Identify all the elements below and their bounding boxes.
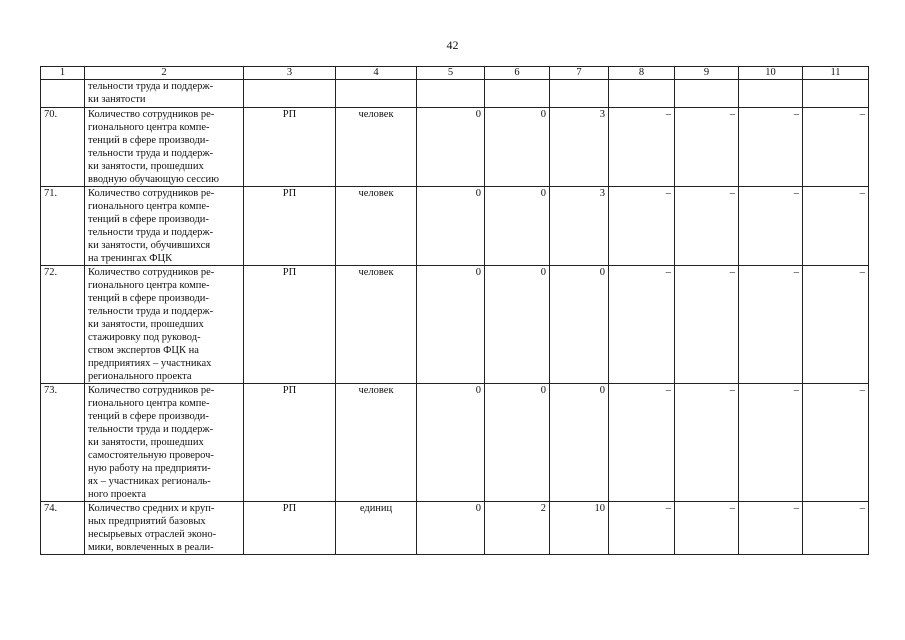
cell-value: – [675,187,739,266]
cell-value: 0 [485,108,550,187]
cell-num [41,80,85,108]
cell [609,80,675,108]
cell-value: – [609,187,675,266]
cell-value: – [803,266,869,384]
name-line: ки занятости, обучившихся [88,240,211,251]
column-header-2: 2 [85,67,244,80]
name-line: тельности труда и поддерж- [88,306,214,317]
cell-unit: человек [336,266,417,384]
cell-value: 0 [417,384,485,502]
name-line: предприятиях – участниках [88,358,212,369]
cell-value: 0 [417,187,485,266]
table-row [41,384,869,502]
cell-num: 74. [41,502,85,555]
cell-value: – [739,502,803,555]
table-row [41,502,869,555]
name-line: ки занятости, прошедших [88,161,204,172]
name-line: тенций в сфере производи- [88,214,209,225]
name-line: тенций в сфере производи- [88,135,209,146]
cell [675,80,739,108]
cell-unit: человек [336,108,417,187]
cell-value: – [675,502,739,555]
cell-value: 0 [550,384,609,502]
name-line: тенций в сфере производи- [88,293,209,304]
cell-num: 70. [41,108,85,187]
column-header-11: 11 [803,67,869,80]
cell-value: 0 [550,266,609,384]
cell-value: – [675,108,739,187]
cell-name [85,108,244,187]
name-line: гионального центра компе- [88,201,210,212]
name-line: регионального проекта [88,371,192,382]
name-line: тельности труда и поддерж- [88,81,214,92]
name-line: вводную обучающую сессию [88,174,219,185]
column-header-7: 7 [550,67,609,80]
cell [550,80,609,108]
name-line: тельности труда и поддерж- [88,424,214,435]
indicator-table [40,66,869,555]
cell-value: – [803,108,869,187]
cell-value: – [739,187,803,266]
name-line: тельности труда и поддерж- [88,148,214,159]
name-line: ную работу на предприяти- [88,463,211,474]
name-line: Количество средних и круп- [88,503,215,514]
cell-value: – [739,384,803,502]
cell-value: 0 [417,266,485,384]
page-number: 42 [446,38,459,52]
cell-name [85,80,244,108]
cell-name [85,384,244,502]
column-header-10: 10 [739,67,803,80]
table-row [41,108,869,187]
name-line: ного проекта [88,489,147,500]
name-line: ки занятости, прошедших [88,319,204,330]
name-line: ством экспертов ФЦК на [88,345,199,356]
cell-value: – [803,502,869,555]
cell-name [85,502,244,555]
name-line: на тренингах ФЦК [88,253,173,264]
cell-source: РП [244,384,336,502]
name-line: гионального центра компе- [88,122,210,133]
name-line: Количество сотрудников ре- [88,267,215,278]
cell-value: – [609,266,675,384]
cell-value: – [675,384,739,502]
name-line: ных предприятий базовых [88,516,206,527]
cell-value: – [739,108,803,187]
column-header-6: 6 [485,67,550,80]
cell-source: РП [244,502,336,555]
name-line: стажировку под руковод- [88,332,201,343]
cell-source: РП [244,266,336,384]
cell-value: – [739,266,803,384]
cell-value: – [803,384,869,502]
name-line: ки занятости [88,94,146,105]
name-line: Количество сотрудников ре- [88,385,215,396]
column-header-8: 8 [609,67,675,80]
name-line: гионального центра компе- [88,280,210,291]
header-row [41,67,869,80]
cell [336,80,417,108]
column-header-4: 4 [336,67,417,80]
table-row [41,187,869,266]
cell-unit: человек [336,187,417,266]
cell-value: 0 [485,384,550,502]
name-line: мики, вовлеченных в реали- [88,542,214,553]
cell-num: 73. [41,384,85,502]
cell [739,80,803,108]
name-line: тенций в сфере производи- [88,411,209,422]
column-header-5: 5 [417,67,485,80]
name-line: самостоятельную провероч- [88,450,214,461]
cell-num: 71. [41,187,85,266]
cell-unit: человек [336,384,417,502]
cell [485,80,550,108]
cell-value: – [609,384,675,502]
cell-value: – [675,266,739,384]
continuation-row [41,80,869,108]
cell [244,80,336,108]
name-line: ки занятости, прошедших [88,437,204,448]
cell-value: 3 [550,187,609,266]
cell-num: 72. [41,266,85,384]
name-line: ях – участниках региональ- [88,476,211,487]
cell-name [85,266,244,384]
cell-source: РП [244,187,336,266]
cell-value: 0 [417,502,485,555]
name-line: несырьевых отраслей эконо- [88,529,217,540]
name-line: Количество сотрудников ре- [88,109,215,120]
table-row [41,266,869,384]
name-line: Количество сотрудников ре- [88,188,215,199]
cell-value: 2 [485,502,550,555]
name-line: тельности труда и поддерж- [88,227,214,238]
name-line: гионального центра компе- [88,398,210,409]
cell-value: 0 [417,108,485,187]
cell-value: 0 [485,187,550,266]
cell-source: РП [244,108,336,187]
cell [803,80,869,108]
cell-value: – [609,502,675,555]
cell [417,80,485,108]
cell-name [85,187,244,266]
cell-value: – [803,187,869,266]
cell-unit: единиц [336,502,417,555]
column-header-1: 1 [41,67,85,80]
cell-value: 3 [550,108,609,187]
column-header-9: 9 [675,67,739,80]
cell-value: 0 [485,266,550,384]
column-header-3: 3 [244,67,336,80]
cell-value: 10 [550,502,609,555]
cell-value: – [609,108,675,187]
